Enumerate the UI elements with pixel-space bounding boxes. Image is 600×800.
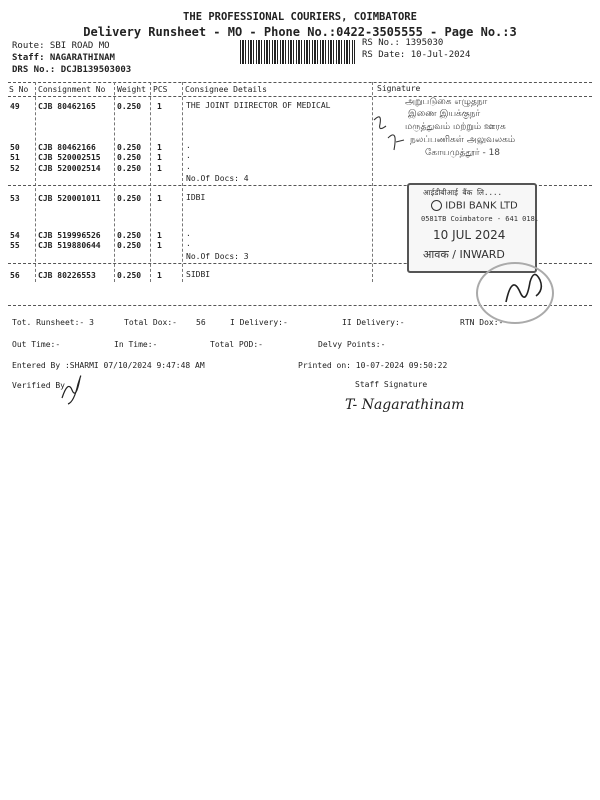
verifier-signature-icon (58, 370, 88, 406)
col-header-weight: Weight (117, 85, 146, 94)
verified-by: Verified By (12, 381, 65, 390)
row-sno: 53 (10, 194, 20, 203)
row-consignment: CJB 520002514 (38, 164, 101, 173)
stamp-tamil-line: இணை இயக்குநர் (408, 109, 481, 119)
column-separator (114, 82, 115, 282)
company-title: THE PROFESSIONAL COURIERS, COIMBATORE (183, 11, 417, 23)
column-separator (182, 82, 183, 282)
row-weight: 0.250 (117, 143, 142, 152)
stamp-tamil-line: மருத்துவம் மற்றும் ஊரக (405, 122, 506, 132)
col-header-signature: Signature (377, 84, 421, 93)
col-header-pcs: PCS (153, 85, 168, 94)
stamp-tamil-line: கோயமுத்தூர் - 18 (425, 148, 501, 158)
row-sno: 52 (10, 164, 20, 173)
row-consignee: SIDBI (186, 270, 211, 279)
col-header-consignee: Consignee Details (185, 85, 267, 94)
row-sno: 49 (10, 102, 20, 111)
row-consignee: . (186, 141, 191, 150)
row-weight: 0.250 (117, 231, 142, 240)
in-time: In Time:- (114, 340, 158, 349)
total-dox-label: Total Dox:- (124, 318, 177, 327)
drs-number: DRS No.: DCJB139503003 (12, 65, 132, 75)
idbi-bank-stamp (407, 183, 540, 273)
col-header-sno: S No (9, 85, 29, 94)
printed-on: Printed on: 10-07-2024 09:50:22 (298, 361, 448, 370)
docs-count: No.Of Docs: 3 (186, 252, 249, 261)
row-consignee: . (186, 239, 191, 248)
row-pcs: 1 (157, 231, 162, 240)
row-sno: 50 (10, 143, 20, 152)
row-consignment: CJB 519880644 (38, 241, 101, 250)
staff-signature-label: Staff Signature (355, 380, 428, 389)
row-pcs: 1 (157, 102, 162, 111)
row-consignment: CJB 520001011 (38, 194, 101, 203)
row-consignment: CJB 80462165 (38, 102, 96, 111)
row-consignment: CJB 520002515 (38, 153, 101, 162)
runsheet-title: Delivery Runsheet - MO - Phone No.:0422-3505555 - Page No.:3 (83, 25, 517, 39)
row-weight: 0.250 (117, 153, 142, 162)
stamp-date: 10 JUL 2024 (433, 228, 506, 242)
row-consignee: IDBI (186, 193, 206, 202)
row-pcs: 1 (157, 153, 162, 162)
stamp-branch: 0581TB Coimbatore - 641 018. (421, 215, 540, 223)
staff-handwritten-signature: T- Nagarathinam (345, 397, 465, 413)
idbi-logo-icon (431, 200, 442, 211)
entered-by: Entered By :SHARMI 07/10/2024 9:47:48 AM (12, 361, 205, 370)
row-weight: 0.250 (117, 271, 142, 280)
row-consignment: CJB 80226553 (38, 271, 96, 280)
row-consignee: THE JOINT DIIRECTOR OF MEDICAL (186, 101, 331, 110)
tot-runsheet: Tot. Runsheet:- 3 (12, 318, 94, 327)
row-pcs: 1 (157, 241, 162, 250)
stamp-tamil-line: நலப்பணிகள் அலுவலகம் (410, 135, 516, 145)
row-consignee: . (186, 162, 191, 171)
row-sno: 56 (10, 271, 20, 280)
row-sno: 54 (10, 231, 20, 240)
column-separator (35, 82, 36, 282)
stamp-tamil-line: அறுபடுகை எழுதநா (405, 97, 488, 107)
row-sno: 51 (10, 153, 20, 162)
row-weight: 0.250 (117, 102, 142, 111)
col-header-consignment: Consignment No (38, 85, 106, 94)
out-time: Out Time:- (12, 340, 61, 349)
total-dox-value: 56 (196, 318, 206, 327)
stamp-hindi-text: आईडीबीआई बैंक लि.... (423, 188, 503, 197)
handwritten-initials-icon (370, 110, 410, 155)
divider (8, 96, 592, 97)
row-pcs: 1 (157, 194, 162, 203)
row-pcs: 1 (157, 271, 162, 280)
docs-count: No.Of Docs: 4 (186, 174, 249, 183)
row-weight: 0.250 (117, 194, 142, 203)
row-pcs: 1 (157, 164, 162, 173)
row-consignment: CJB 519996526 (38, 231, 101, 240)
row-consignee: . (186, 151, 191, 160)
rs-number: RS No.: 1395030 (362, 38, 444, 48)
delvy-points: Delvy Points:- (318, 340, 386, 349)
row-consignment: CJB 80462166 (38, 143, 96, 152)
row-weight: 0.250 (117, 164, 142, 173)
row-consignee: . (186, 229, 191, 238)
total-pod: Total POD:- (210, 340, 263, 349)
sidbi-handwritten-sign-icon (500, 262, 548, 308)
i-delivery: I Delivery:- (230, 318, 288, 327)
rs-date: RS Date: 10-Jul-2024 (362, 50, 471, 60)
column-separator (150, 82, 151, 282)
route-text: Route: SBI ROAD MO (12, 41, 110, 51)
staff-text: Staff: NAGARATHINAM (12, 53, 115, 63)
stamp-bank-name (431, 200, 518, 212)
ii-delivery: II Delivery:- (342, 318, 405, 327)
rtn-dox: RTN Dox:- (460, 318, 504, 327)
row-sno: 55 (10, 241, 20, 250)
row-weight: 0.250 (117, 241, 142, 250)
stamp-inward: आवक / INWARD (423, 248, 505, 261)
barcode-image (240, 40, 355, 64)
divider (8, 82, 592, 83)
stamp-bank-label: IDBI BANK LTD (445, 200, 518, 212)
row-pcs: 1 (157, 143, 162, 152)
